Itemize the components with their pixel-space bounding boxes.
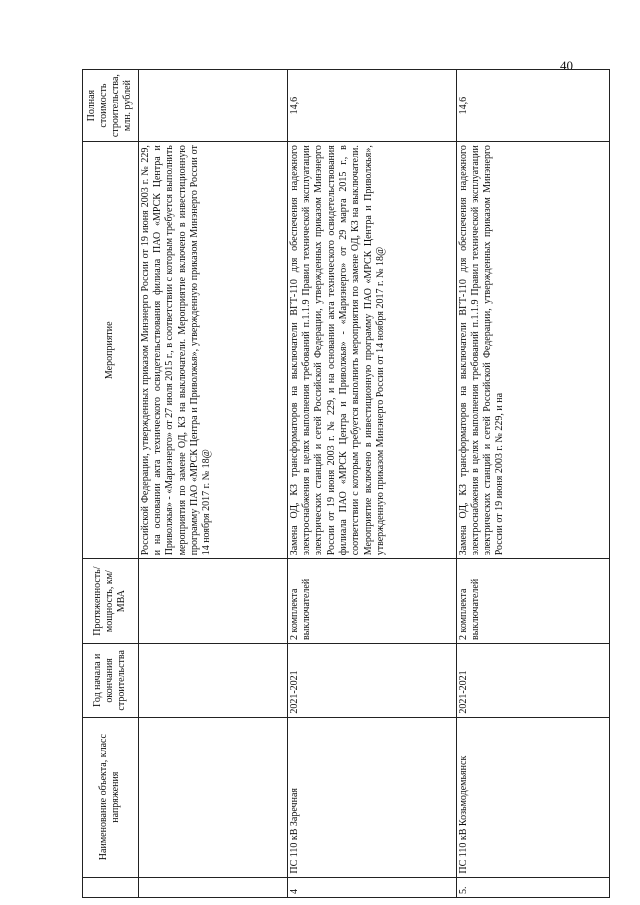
- page-number: 40: [560, 58, 573, 73]
- table-row: [456, 70, 609, 898]
- years: 2021-2021: [456, 643, 609, 717]
- table-row: [287, 70, 456, 898]
- investment-table: [82, 69, 610, 898]
- table-header-row: [83, 70, 139, 898]
- object-name: ПС 110 кВ Заречная: [287, 717, 456, 877]
- object-name: ПС 110 кВ Козьмодемьянск: [456, 717, 609, 877]
- cost-value: 14,6: [287, 70, 456, 142]
- row-number: 5.: [456, 877, 609, 897]
- cost-value: 14,6: [456, 70, 609, 142]
- row-number: [138, 877, 287, 897]
- measure-text: Замена ОД, КЗ трансформаторов на выключатели ВГТ-110 для обеспечения надежного электроснабжения в целях выполнения требований п.1.1.9 Правил технической эксплуатации электрических станций и сетей Российской Федерации, утвержденных приказом Минэнерго России от 19 июня 2003 г. № 229, и на основании акта технического освидетельствования филиала ПАО «МРСК Центра и Приволжья» - «Мариэнерго» от 29 марта 2015 г., в соответствии с которым требуется выполнить мероприятия по замене ОД, КЗ на выключатели. Мероприятие включено в инвестиционную программу ПАО «МРСК Центра и Приволжья», утвержденную приказом Минэнерго России от 14 ноября 2017 г. № 18@: [287, 142, 456, 559]
- header-capacity: Протяженность/ мощность, км/МВА: [83, 559, 139, 644]
- measure-text: Замена ОД, КЗ трансформаторов на выключатели ВГТ-110 для обеспечения надежного электроснабжения в целях выполнения требований п.1.1.9 Правил технической эксплуатации электрических станций и сетей Российской Федерации, утвержденных приказом Минэнерго России от 19 июня 2003 г. № 229, и на: [456, 142, 609, 559]
- object-name: [138, 717, 287, 877]
- years: [138, 643, 287, 717]
- row-number: 4: [287, 877, 456, 897]
- years: 2021-2021: [287, 643, 456, 717]
- table-row: [138, 70, 287, 898]
- header-years: Год начала и окончания строительства: [83, 643, 139, 717]
- header-no: [83, 877, 139, 897]
- header-cost: Полная стоимость строительства, млн. рублей: [83, 70, 139, 142]
- header-object-name: Наименование объекта, класс напряжения: [83, 717, 139, 877]
- capacity: 2 комплекта выключателей: [287, 559, 456, 644]
- cost-value: [138, 70, 287, 142]
- measure-text: Российской Федерации, утвержденных приказом Минэнерго России от 19 июня 2003 г. № 229, и на основании акта технического освидетельствования филиала ПАО «МРСК Центра и Приволжья» - «Мариэнерго» от 27 июля 2015 г., в соответствии с которым требуется выполнить мероприятия по замене ОД, КЗ на выключатели. Мероприятие включено в инвестиционную программу ПАО «МРСК Центра и Приволжья», утвержденную приказом Минэнерго России от 14 ноября 2017 г. № 18@: [138, 142, 287, 559]
- rotated-table-wrapper: [82, 69, 610, 898]
- capacity: 2 комплекта выключателей: [456, 559, 609, 644]
- header-measure: Мероприятие: [83, 142, 139, 559]
- capacity: [138, 559, 287, 644]
